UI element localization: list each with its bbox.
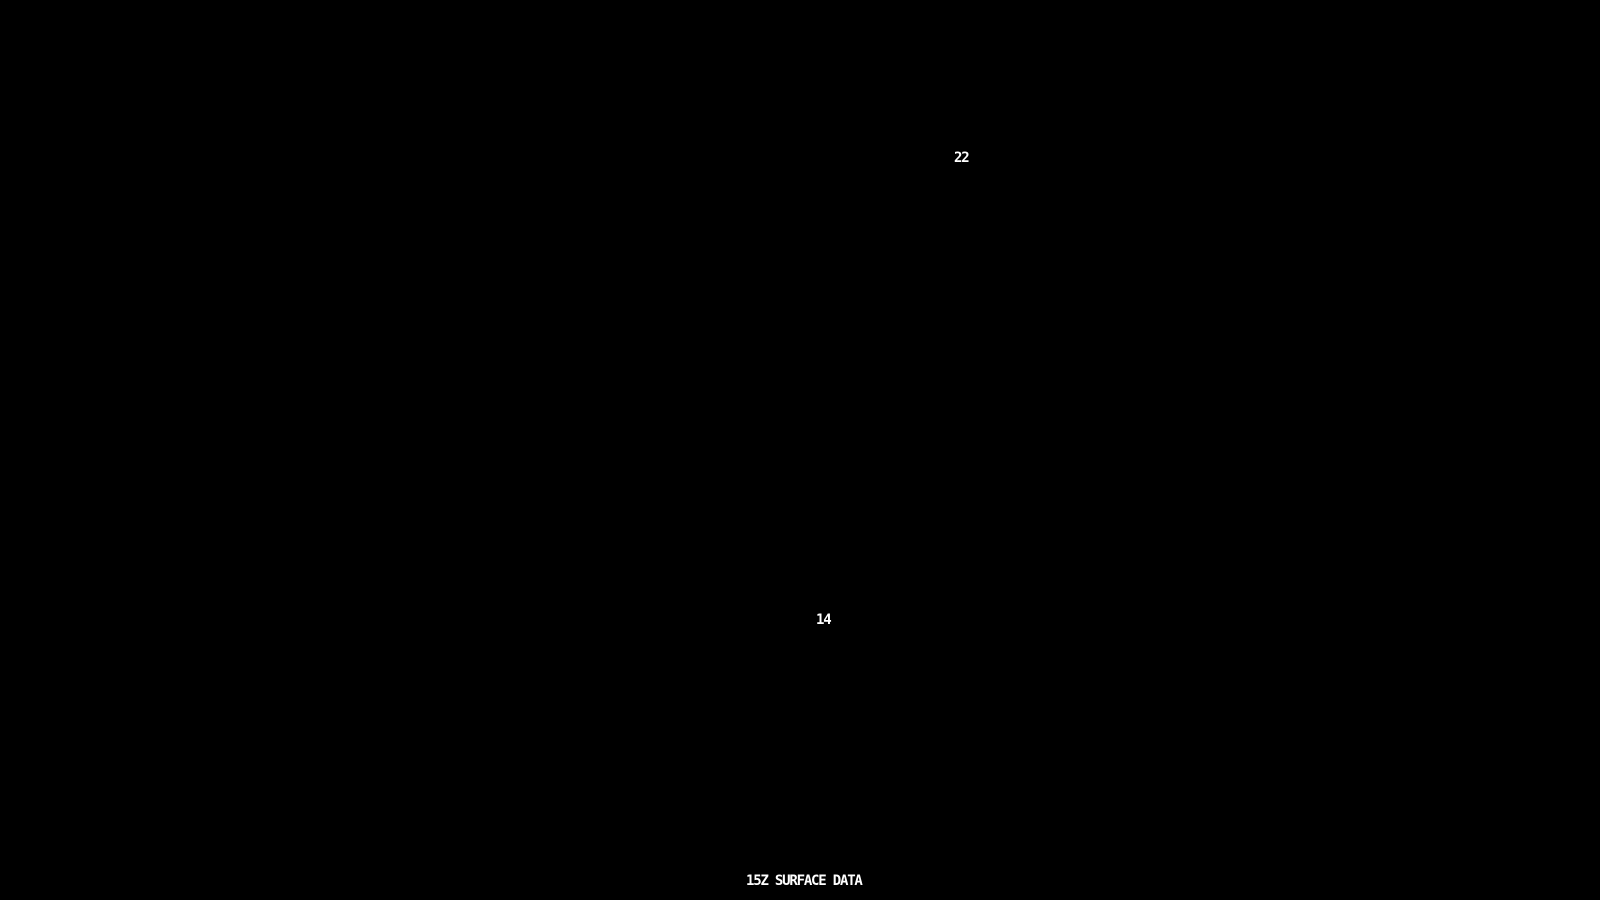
station-value: 22 xyxy=(954,150,969,166)
plot-title: 15Z SURFACE DATA xyxy=(746,873,862,889)
station-value: 14 xyxy=(816,612,831,628)
